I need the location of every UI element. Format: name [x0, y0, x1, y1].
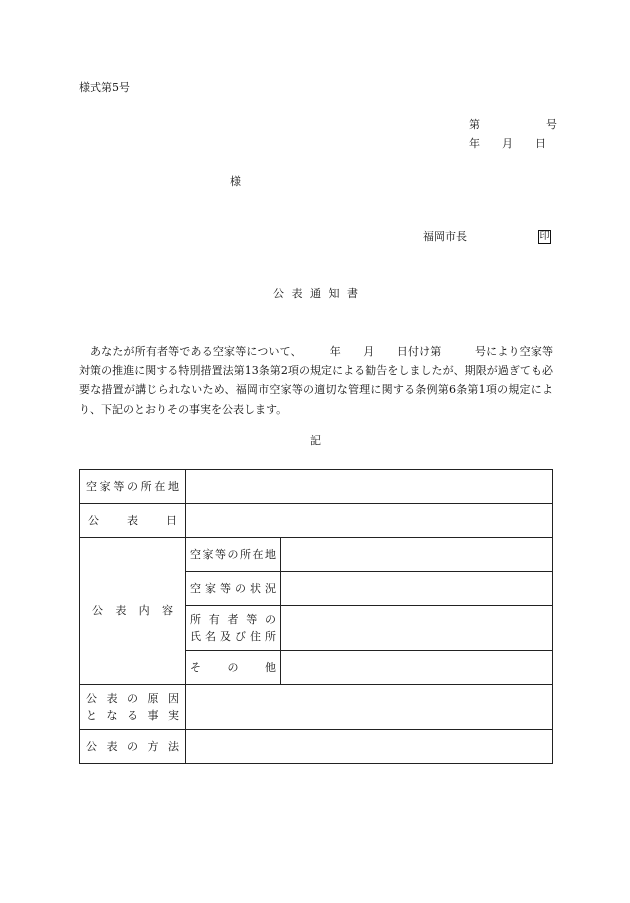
table-row	[80, 470, 553, 504]
value-vacant-location	[186, 470, 553, 504]
body-paragraph-block	[79, 342, 553, 419]
form-number: 様式第5号	[79, 81, 130, 94]
issuer-name: 福岡市長	[423, 230, 467, 243]
value-sub-location	[281, 538, 553, 572]
ki-heading: 記	[310, 434, 321, 447]
document-number-line: 第 号	[469, 118, 557, 131]
addressee-suffix: 様	[230, 175, 241, 188]
date-line: 年 月 日	[469, 137, 546, 150]
label-publication-content: 公 表 内 容	[80, 538, 186, 685]
value-publication-date	[186, 504, 553, 538]
table-row	[80, 685, 553, 730]
value-sub-condition	[281, 572, 553, 606]
label-sub-owner-line1: 所有者等の	[190, 613, 276, 626]
label-sub-owner-line2: 氏名及び住所	[190, 630, 276, 643]
label-publication-date: 公 表 日	[80, 504, 186, 538]
value-publication-method	[186, 730, 553, 764]
publication-table	[79, 469, 553, 764]
value-sub-other	[281, 651, 553, 685]
table-row	[80, 504, 553, 538]
label-sub-other: そ の 他	[186, 651, 281, 685]
label-cause-facts-line1: 公表の原因	[86, 692, 179, 705]
label-sub-owner	[186, 606, 281, 651]
value-cause-facts	[186, 685, 553, 730]
label-publication-method: 公表の方法	[80, 730, 186, 764]
value-sub-owner	[281, 606, 553, 651]
table-row	[80, 538, 553, 572]
label-sub-condition: 空家等の状況	[186, 572, 281, 606]
label-vacant-location: 空家等の所在地	[80, 470, 186, 504]
label-sub-location: 空家等の所在地	[186, 538, 281, 572]
table-row	[80, 730, 553, 764]
label-cause-facts	[80, 685, 186, 730]
document-title: 公 表 通 知 書	[273, 287, 360, 300]
body-paragraph: あなたが所有者等である空家等について、 年 月 日付け第 号により空家等対策の推進に関する特別措置法第13条第2項の規定による勧告をしましたが、期限が過ぎても必要な措置が講じられないため、福岡市空家等の適切な管理に関する条例第6条第1項の規定により、下記のとおりその事実を公表します。	[79, 345, 553, 416]
label-cause-facts-line2: となる事実	[86, 709, 179, 722]
seal-box: 印	[539, 231, 550, 242]
